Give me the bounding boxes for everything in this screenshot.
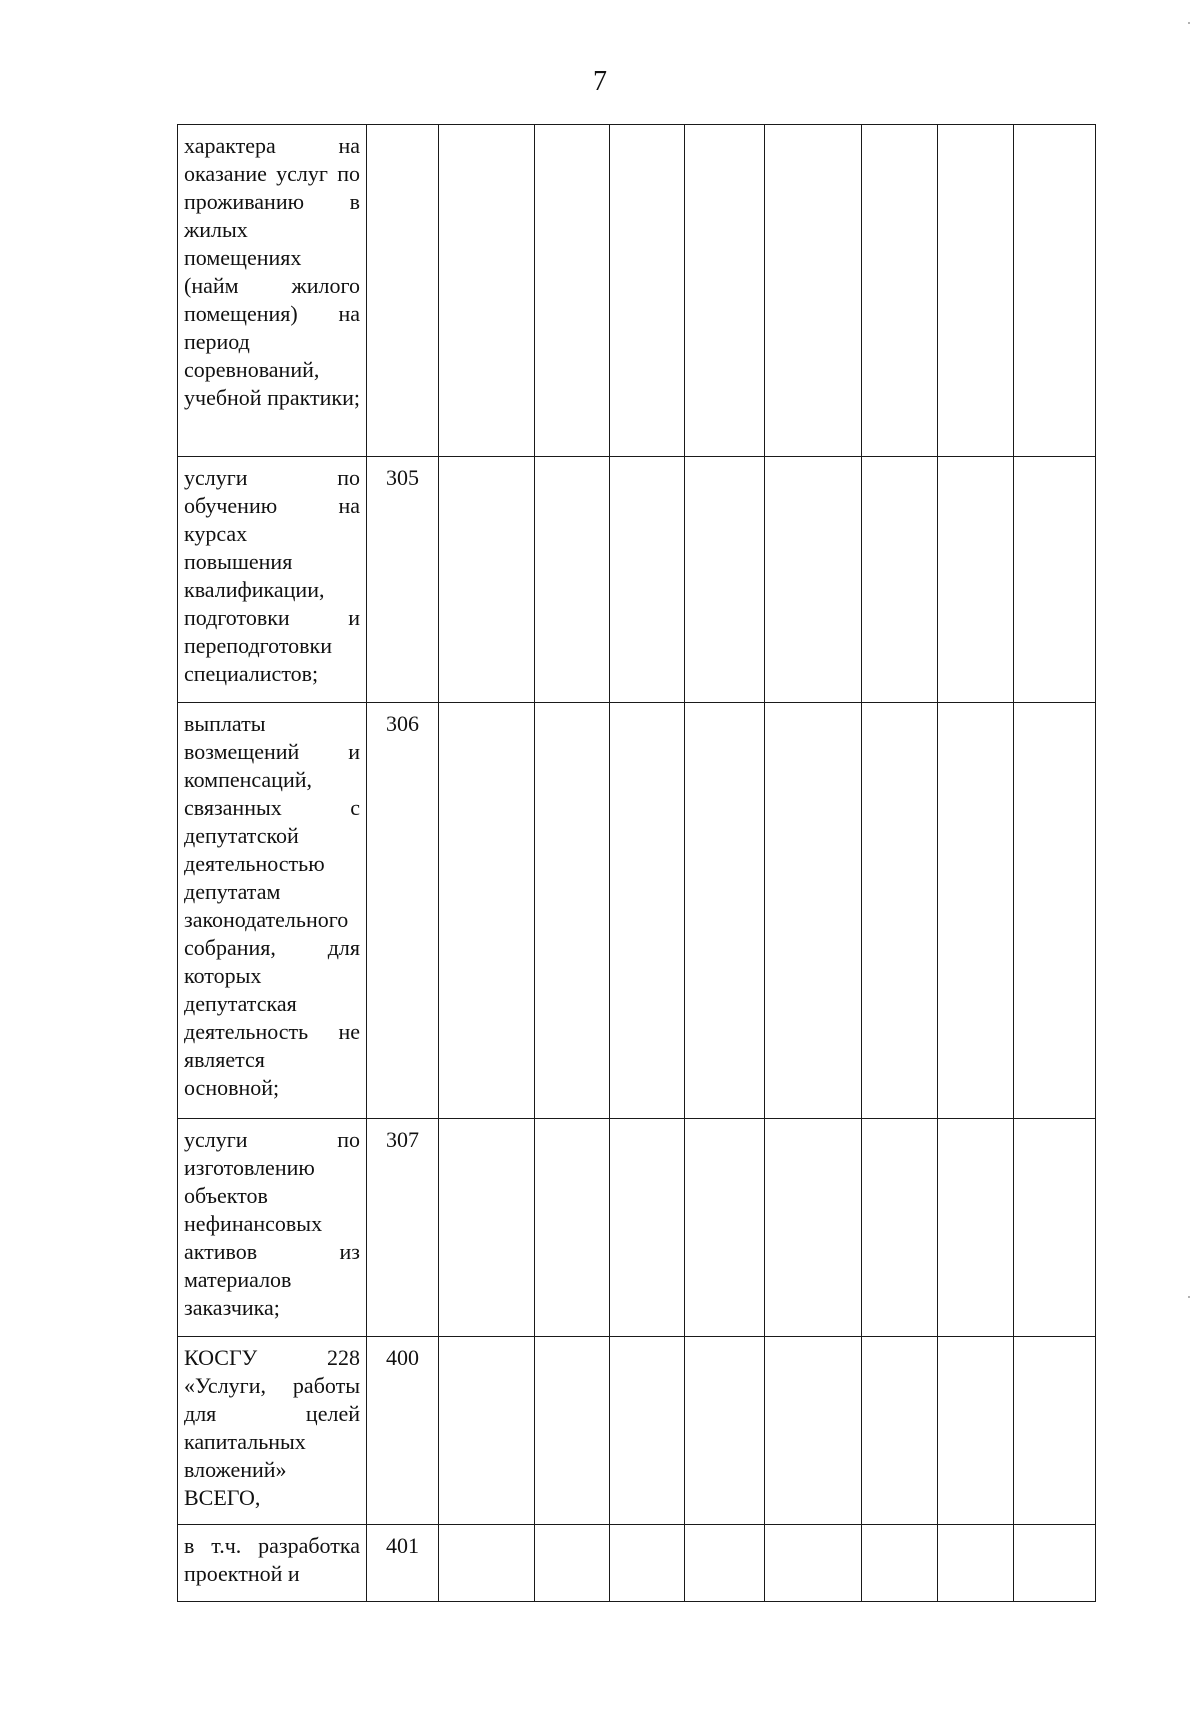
empty-cell bbox=[610, 1119, 685, 1337]
empty-cell bbox=[938, 1337, 1014, 1525]
empty-cell bbox=[685, 457, 765, 703]
row-code: 401 bbox=[367, 1525, 439, 1602]
empty-cell bbox=[862, 1525, 938, 1602]
empty-cell bbox=[439, 1525, 535, 1602]
empty-cell bbox=[439, 457, 535, 703]
row-code: 400 bbox=[367, 1337, 439, 1525]
empty-cell bbox=[1014, 703, 1096, 1119]
empty-cell bbox=[938, 125, 1014, 457]
empty-cell bbox=[938, 457, 1014, 703]
empty-cell bbox=[862, 1119, 938, 1337]
row-description: услуги по изготовлению объектов нефинансовых активов из материалов заказчика; bbox=[178, 1119, 367, 1337]
empty-cell bbox=[685, 125, 765, 457]
empty-cell bbox=[685, 1119, 765, 1337]
empty-cell bbox=[685, 703, 765, 1119]
empty-cell bbox=[535, 1525, 610, 1602]
empty-cell bbox=[610, 1525, 685, 1602]
empty-cell bbox=[765, 1119, 862, 1337]
empty-cell bbox=[439, 1119, 535, 1337]
empty-cell bbox=[765, 1337, 862, 1525]
empty-cell bbox=[1014, 457, 1096, 703]
row-description: в т.ч. разработка проектной и bbox=[178, 1525, 367, 1602]
table-row bbox=[178, 125, 1096, 457]
empty-cell bbox=[685, 1525, 765, 1602]
page-number: 7 bbox=[593, 66, 607, 97]
empty-cell bbox=[1014, 1337, 1096, 1525]
empty-cell bbox=[610, 125, 685, 457]
empty-cell bbox=[610, 1337, 685, 1525]
empty-cell bbox=[439, 703, 535, 1119]
empty-cell bbox=[439, 125, 535, 457]
empty-cell bbox=[610, 457, 685, 703]
table-row bbox=[178, 1119, 1096, 1337]
empty-cell bbox=[685, 1337, 765, 1525]
table-row bbox=[178, 457, 1096, 703]
row-code bbox=[367, 125, 439, 457]
empty-cell bbox=[938, 703, 1014, 1119]
row-code: 306 bbox=[367, 703, 439, 1119]
table-row bbox=[178, 1337, 1096, 1525]
row-description: выплаты возмещений и компенсаций, связанных с депутатской деятельностью депутатам законодательного собрания, для которых депутатская деятельность не является основной; bbox=[178, 703, 367, 1119]
empty-cell bbox=[862, 125, 938, 457]
empty-cell bbox=[862, 1337, 938, 1525]
empty-cell bbox=[535, 125, 610, 457]
row-description: характера на оказание услуг по проживанию в жилых помещениях (найм жилого помещения) на период соревнований, учебной практики; bbox=[178, 125, 367, 457]
empty-cell bbox=[535, 457, 610, 703]
empty-cell bbox=[439, 1337, 535, 1525]
empty-cell bbox=[938, 1119, 1014, 1337]
scan-speck bbox=[1188, 22, 1190, 24]
empty-cell bbox=[1014, 125, 1096, 457]
table-row bbox=[178, 1525, 1096, 1602]
empty-cell bbox=[1014, 1525, 1096, 1602]
empty-cell bbox=[765, 1525, 862, 1602]
empty-cell bbox=[535, 1337, 610, 1525]
scan-speck bbox=[1188, 1296, 1190, 1298]
row-description: КОСГУ 228 «Услуги, работы для целей капитальных вложений» ВСЕГО, bbox=[178, 1337, 367, 1525]
empty-cell bbox=[862, 457, 938, 703]
empty-cell bbox=[1014, 1119, 1096, 1337]
empty-cell bbox=[938, 1525, 1014, 1602]
empty-cell bbox=[765, 703, 862, 1119]
table-row bbox=[178, 703, 1096, 1119]
row-code: 305 bbox=[367, 457, 439, 703]
empty-cell bbox=[535, 703, 610, 1119]
budget-table bbox=[177, 124, 1096, 1602]
row-description: услуги по обучению на курсах повышения квалификации, подготовки и переподготовки специалистов; bbox=[178, 457, 367, 703]
empty-cell bbox=[765, 457, 862, 703]
empty-cell bbox=[765, 125, 862, 457]
row-code: 307 bbox=[367, 1119, 439, 1337]
empty-cell bbox=[535, 1119, 610, 1337]
empty-cell bbox=[610, 703, 685, 1119]
empty-cell bbox=[862, 703, 938, 1119]
